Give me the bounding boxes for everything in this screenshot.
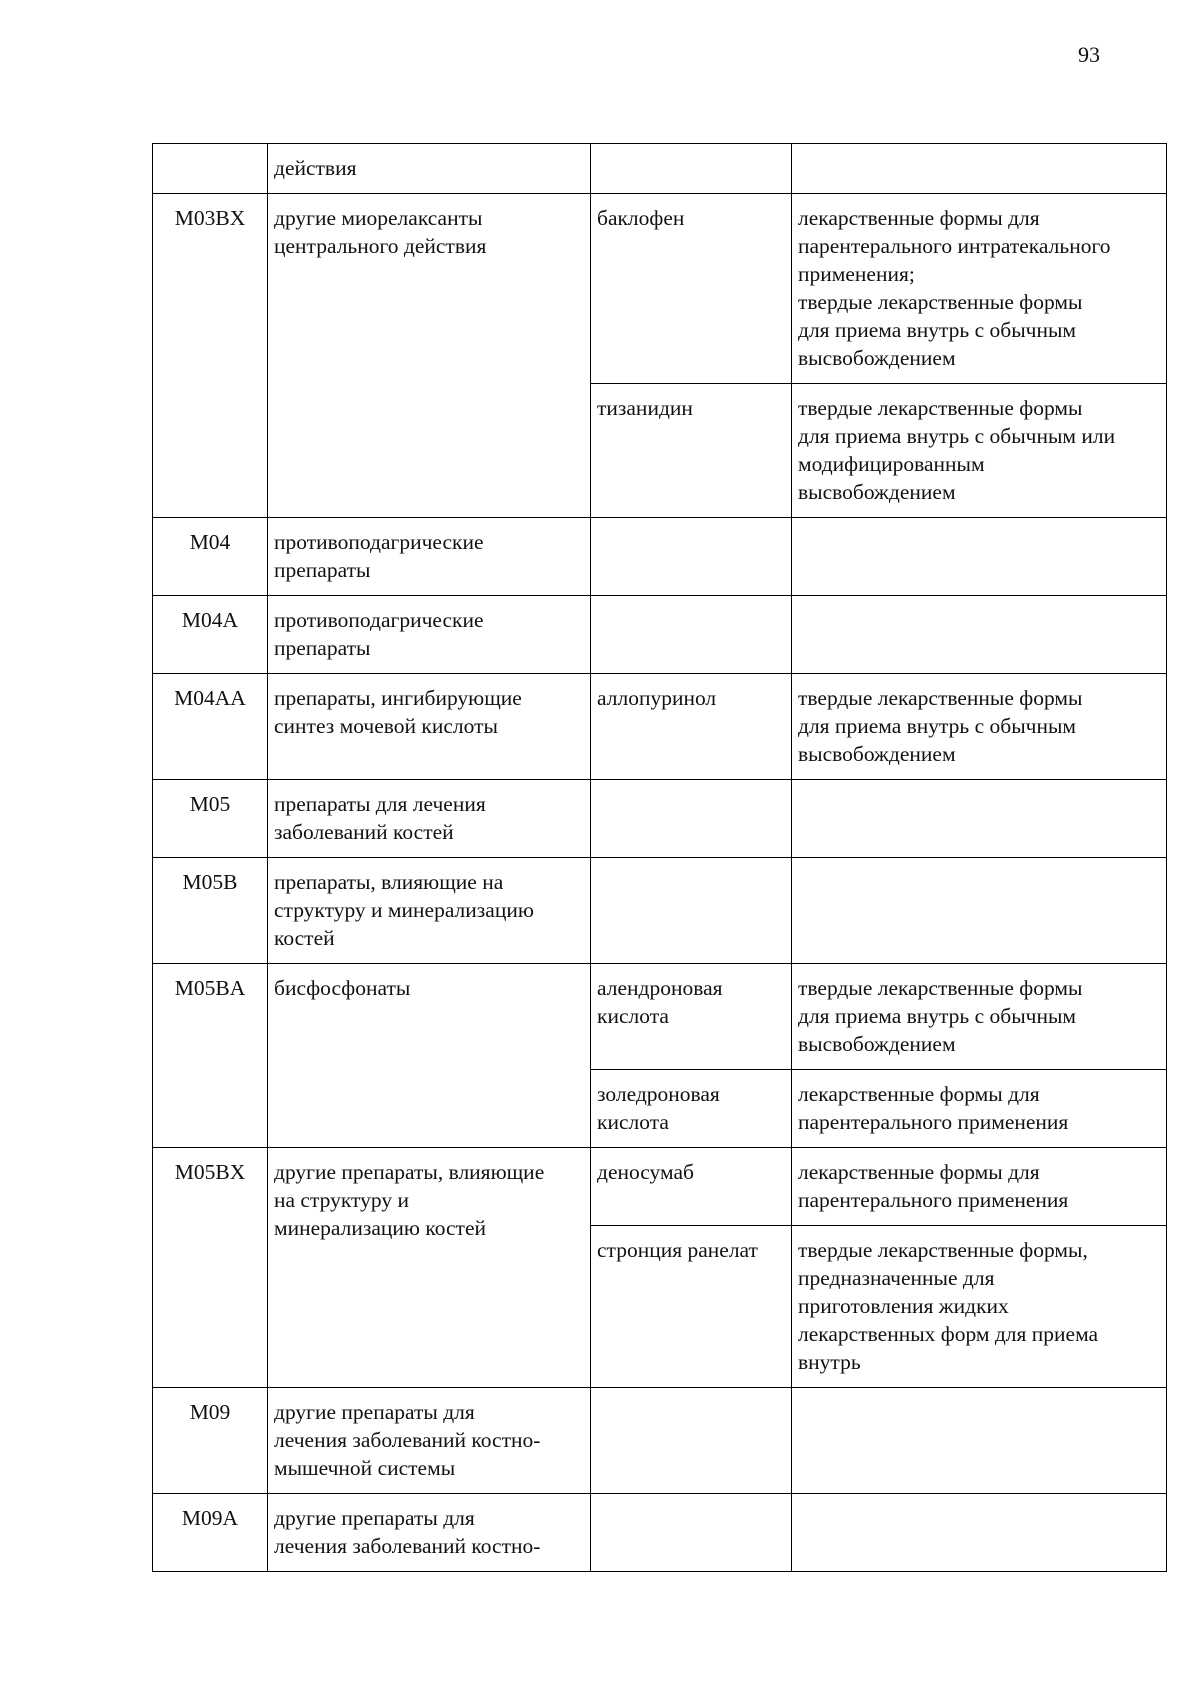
cell-line: препараты (274, 636, 371, 660)
atc-code-cell: M04AA (153, 674, 268, 780)
form-cell (792, 144, 1167, 194)
cell-line: бисфосфонаты (274, 976, 411, 1000)
atc-code-cell: M05 (153, 780, 268, 858)
drug-cell (591, 518, 792, 596)
atc-code-cell: M09A (153, 1494, 268, 1572)
drug-cell (591, 964, 792, 1070)
atc-code-cell: M09 (153, 1388, 268, 1494)
cell-line: парентерального применения (798, 1110, 1069, 1134)
cell-line: твердые лекарственные формы (798, 396, 1083, 420)
cell-line: золедроновая (597, 1082, 720, 1106)
cell-line: другие препараты для (274, 1506, 475, 1530)
cell-line: высвобождением (798, 346, 956, 370)
form-cell (792, 780, 1167, 858)
cell-line: для приема внутрь с обычным (798, 318, 1077, 342)
atc-code-cell: M04 (153, 518, 268, 596)
cell-line: минерализацию костей (274, 1216, 486, 1240)
cell-line: лечения заболеваний костно- (274, 1534, 541, 1558)
atc-code-cell: M04A (153, 596, 268, 674)
group-cell (268, 780, 591, 858)
group-cell (268, 194, 591, 518)
cell-line: стронция ранелат (597, 1238, 758, 1262)
drug-cell (591, 596, 792, 674)
form-cell (792, 1148, 1167, 1226)
drug-classification-table (152, 143, 1167, 1572)
cell-line: предназначенные для (798, 1266, 995, 1290)
cell-line: лекарственные формы для (798, 1160, 1040, 1184)
table-row (153, 144, 1167, 194)
cell-line: приготовления жидких (798, 1294, 1009, 1318)
atc-code-cell (153, 144, 268, 194)
form-cell (792, 518, 1167, 596)
cell-line: препараты (274, 558, 371, 582)
form-cell (792, 1070, 1167, 1148)
cell-line: другие препараты, влияющие (274, 1160, 545, 1184)
cell-line: твердые лекарственные формы, (798, 1238, 1088, 1262)
form-cell (792, 384, 1167, 518)
cell-line: лечения заболеваний костно- (274, 1428, 541, 1452)
cell-line: для приема внутрь с обычным (798, 714, 1077, 738)
cell-line: другие миорелаксанты (274, 206, 483, 230)
cell-line: на структуру и (274, 1188, 409, 1212)
drug-cell (591, 144, 792, 194)
drug-cell (591, 1388, 792, 1494)
group-cell (268, 1494, 591, 1572)
cell-line: алендроновая (597, 976, 723, 1000)
form-cell (792, 596, 1167, 674)
table-row (153, 1494, 1167, 1572)
cell-line: применения; (798, 262, 915, 286)
group-cell (268, 674, 591, 780)
atc-code-cell: M03BX (153, 194, 268, 518)
cell-line: для приема внутрь с обычным (798, 1004, 1077, 1028)
group-cell (268, 1148, 591, 1388)
cell-line: твердые лекарственные формы (798, 290, 1083, 314)
atc-code-cell: M05BX (153, 1148, 268, 1388)
cell-line: парентерального применения (798, 1188, 1069, 1212)
drug-cell (591, 1070, 792, 1148)
group-cell (268, 144, 591, 194)
cell-line: препараты, ингибирующие (274, 686, 522, 710)
drug-cell (591, 384, 792, 518)
group-cell (268, 858, 591, 964)
table-row (153, 674, 1167, 780)
drug-cell (591, 1226, 792, 1388)
cell-line: высвобождением (798, 742, 956, 766)
page-number: 93 (1078, 42, 1100, 67)
cell-line: лекарственные формы для (798, 1082, 1040, 1106)
cell-line: другие препараты для (274, 1400, 475, 1424)
cell-line: кислота (597, 1004, 669, 1028)
form-cell (792, 194, 1167, 384)
table-row (153, 596, 1167, 674)
table-row (153, 1148, 1167, 1226)
cell-line: синтез мочевой кислоты (274, 714, 498, 738)
cell-line: лекарственных форм для приема (798, 1322, 1099, 1346)
atc-code-cell: M05B (153, 858, 268, 964)
cell-line: препараты, влияющие на (274, 870, 504, 894)
group-cell (268, 964, 591, 1148)
cell-line: структуру и минерализацию (274, 898, 534, 922)
table-row (153, 194, 1167, 384)
cell-line: препараты для лечения (274, 792, 486, 816)
cell-line: центрального действия (274, 234, 487, 258)
cell-line: кислота (597, 1110, 669, 1134)
cell-line: заболеваний костей (274, 820, 454, 844)
drug-cell (591, 1148, 792, 1226)
form-cell (792, 858, 1167, 964)
form-cell (792, 1226, 1167, 1388)
cell-line: парентерального интратекального (798, 234, 1111, 258)
form-cell (792, 1388, 1167, 1494)
group-cell (268, 1388, 591, 1494)
cell-line: твердые лекарственные формы (798, 976, 1083, 1000)
drug-cell (591, 1494, 792, 1572)
form-cell (792, 674, 1167, 780)
group-cell (268, 596, 591, 674)
cell-line: деносумаб (597, 1160, 694, 1184)
cell-line: противоподагрические (274, 608, 484, 632)
cell-line: действия (274, 156, 357, 180)
cell-line: тизанидин (597, 396, 693, 420)
form-cell (792, 964, 1167, 1070)
table-row (153, 780, 1167, 858)
cell-line: противоподагрические (274, 530, 484, 554)
cell-line: высвобождением (798, 480, 956, 504)
table-row (153, 858, 1167, 964)
table-row (153, 964, 1167, 1070)
cell-line: баклофен (597, 206, 685, 230)
cell-line: модифицированным (798, 452, 985, 476)
table-row (153, 1388, 1167, 1494)
drug-cell (591, 858, 792, 964)
cell-line: лекарственные формы для (798, 206, 1040, 230)
table-row (153, 518, 1167, 596)
cell-line: костей (274, 926, 335, 950)
drug-cell (591, 194, 792, 384)
cell-line: мышечной системы (274, 1456, 456, 1480)
cell-line: твердые лекарственные формы (798, 686, 1083, 710)
drug-cell (591, 674, 792, 780)
form-cell (792, 1494, 1167, 1572)
cell-line: внутрь (798, 1350, 861, 1374)
group-cell (268, 518, 591, 596)
cell-line: аллопуринол (597, 686, 717, 710)
drug-cell (591, 780, 792, 858)
cell-line: высвобождением (798, 1032, 956, 1056)
atc-code-cell: M05BA (153, 964, 268, 1148)
cell-line: для приема внутрь с обычным или (798, 424, 1116, 448)
